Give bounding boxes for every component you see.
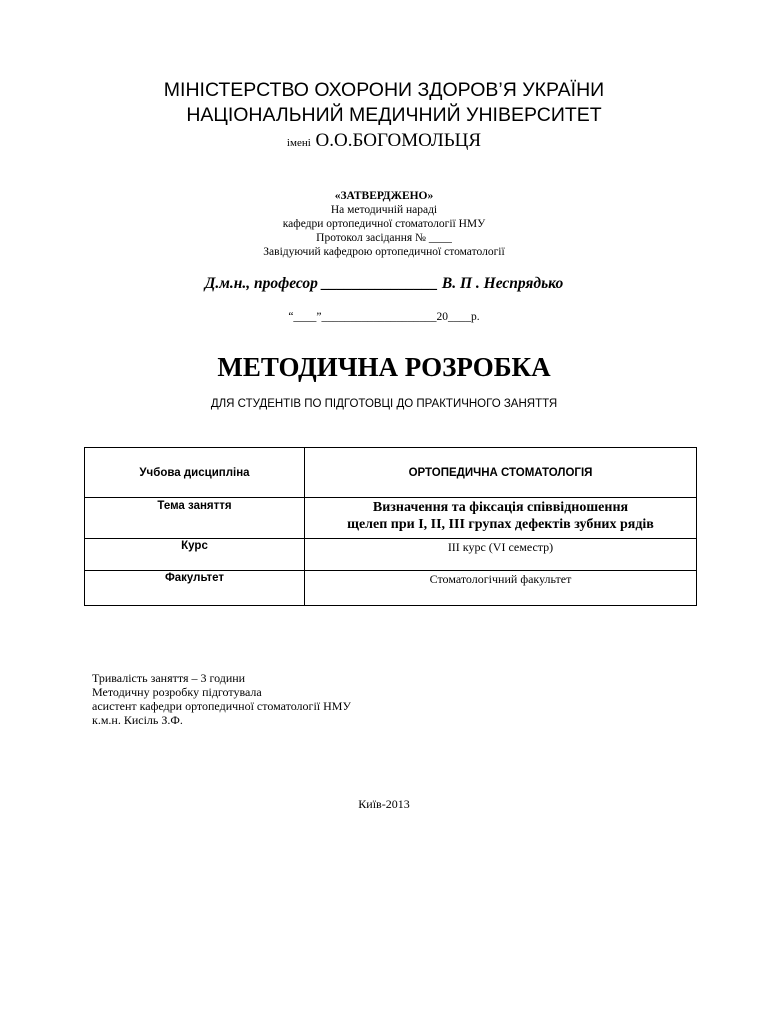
imeni-prefix: імені xyxy=(286,137,311,149)
topic-value-line2: щелеп при І, ІІ, ІІІ групах дефектів зубних рядів xyxy=(347,517,654,532)
city-year: Київ-2013 xyxy=(358,797,410,811)
approval-line-meeting: На методичній нараді xyxy=(330,204,438,216)
topic-label: Тема заняття xyxy=(85,498,305,539)
discipline-label: Учбова дисципліна xyxy=(85,448,305,498)
faculty-value: Стоматологічний факультет xyxy=(305,571,697,606)
table-row xyxy=(85,448,697,498)
approval-line-department: кафедри ортопедичної стоматології НМУ xyxy=(282,218,486,230)
date-line: “____”____________________20____р. xyxy=(288,311,480,323)
university-namesake xyxy=(0,130,768,154)
signature-line: Д.м.н., професор _______________ В. П . Неспрядько xyxy=(204,275,564,292)
topic-value xyxy=(305,498,697,539)
preparation-info xyxy=(92,671,351,727)
course-label: Курс xyxy=(85,539,305,571)
table-row xyxy=(85,571,697,606)
table-row xyxy=(85,498,697,539)
course-value: ІІІ курс (VI семестр) xyxy=(305,539,697,571)
discipline-value: ОРТОПЕДИЧНА СТОМАТОЛОГІЯ xyxy=(305,448,697,498)
author-position-line: асистент кафедри ортопедичної стоматології НМУ xyxy=(92,699,351,713)
faculty-label: Факультет xyxy=(85,571,305,606)
imeni-name: О.О.БОГОМОЛЬЦЯ xyxy=(315,130,482,151)
table-row xyxy=(85,539,697,571)
document-subtitle: ДЛЯ СТУДЕНТІВ ПО ПІДГОТОВЦІ ДО ПРАКТИЧНОГО ЗАНЯТТЯ xyxy=(210,398,558,410)
approval-block xyxy=(0,189,768,259)
document-title: МЕТОДИЧНА РОЗРОБКА xyxy=(217,352,551,382)
approval-line-head: Завідуючий кафедрою ортопедичної стоматології xyxy=(263,246,505,258)
prepared-by-line: Методичну розробку підготувала xyxy=(92,685,262,699)
approved-label: «ЗАТВЕРДЖЕНО» xyxy=(334,190,434,202)
course-info-table xyxy=(84,447,697,606)
duration-line: Тривалість заняття – 3 години xyxy=(92,671,246,685)
topic-value-line1: Визначення та фіксація співвідношення xyxy=(372,500,629,515)
ministry-heading: МІНІСТЕРСТВО ОХОРОНИ ЗДОРОВ’Я УКРАЇНИ xyxy=(163,79,605,101)
approval-line-protocol: Протокол засідання № ____ xyxy=(316,232,452,244)
author-name-line: к.м.н. Кисіль З.Ф. xyxy=(92,713,183,727)
university-heading: НАЦІОНАЛЬНИЙ МЕДИЧНИЙ УНІВЕРСИТЕТ xyxy=(186,104,602,126)
